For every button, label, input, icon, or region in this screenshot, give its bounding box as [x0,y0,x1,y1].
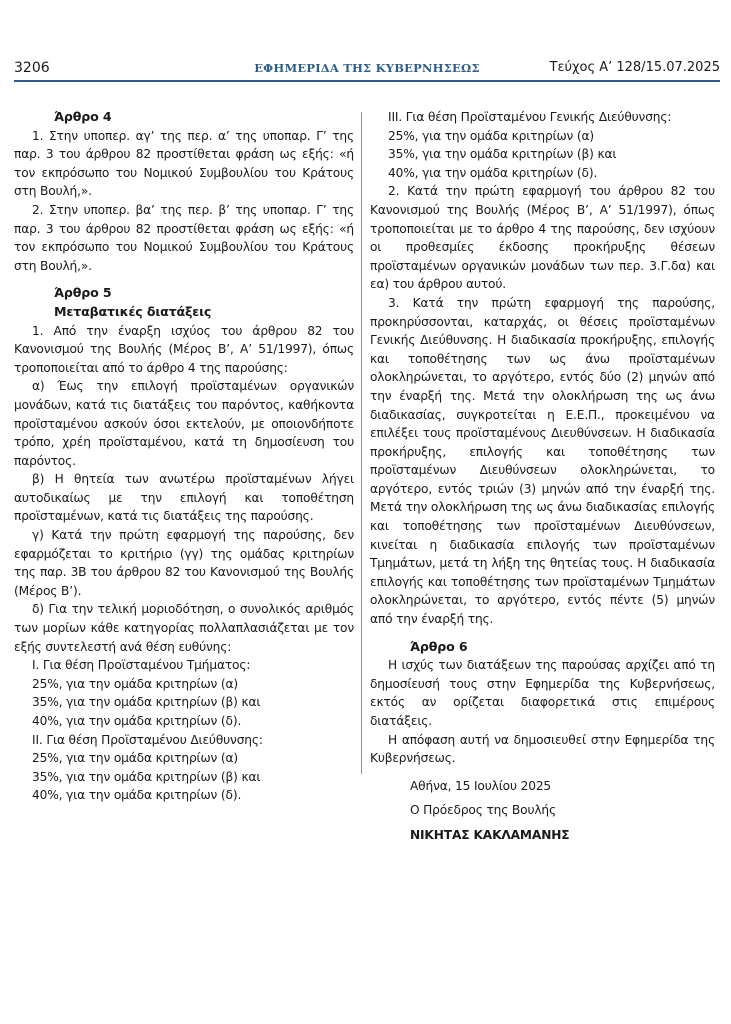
article-5-item-c: γ) Κατά την πρώτη εφαρμογή της παρούσης, δεν εφαρμόζεται το κριτήριο (γγ) της ομάδας κριτηρίων της παρ. 3Β του άρθρου 82 του Κανονισμού της Βουλής (Μέρος Β’). [14,528,354,598]
position-3-line: 25%, για την ομάδα κριτηρίων (α) [388,128,595,143]
article-5-item-a: α) Έως την επιλογή προϊσταμένων οργανικών μονάδων, κατά τις διατάξεις του παρόντος, καθήκοντα προϊσταμένου ασκούν όσοι εκτελούν, με οποιονδήποτε τρόπο, χρέη προϊσταμένου, κατά τη δημοσίευση του παρόντος. [14,379,354,468]
article-6-paragraph-1: Η ισχύς των διατάξεων της παρούσας αρχίζει από τη δημοσίευσή τους στην Εφημερίδα της Κυβερνήσεως, εκτός αν ορίζεται διαφορετικά στις επιμέρους διατάξεις. [370,658,715,728]
position-3-line: 35%, για την ομάδα κριτηρίων (β) και [388,147,617,162]
position-2-line: 25%, για την ομάδα κριτηρίων (α) [32,751,239,766]
article-4-title: Άρθρο 4 [54,109,112,124]
article-5-subtitle: Μεταβατικές διατάξεις [54,303,212,319]
position-3-label: ΙΙΙ. Για θέση Προϊσταμένου Γενικής Διεύθυνσης: [388,110,672,124]
signature-name: ΝΙΚΗΤΑΣ ΚΑΚΛΑΜΑΝΗΣ [410,827,570,842]
position-1-line: 40%, για την ομάδα κριτηρίων (δ). [32,714,242,728]
position-2-line: 35%, για την ομάδα κριτηρίων (β) και [32,769,261,784]
article-5-item-b: β) Η θητεία των ανωτέρω προϊσταμένων λήγει αυτοδικαίως με την επιλογή και τοποθέτηση προϊσταμένων, κατά τις διατάξεις της παρούσης. [14,472,354,524]
page-header [14,58,720,82]
signature-role: Ο Πρόεδρος της Βουλής [410,803,556,818]
position-1-line: 25%, για την ομάδα κριτηρίων (α) [32,676,239,691]
article-6-paragraph-2: Η απόφαση αυτή να δημοσιευθεί στην Εφημερίδα της Κυβερνήσεως. [370,732,715,766]
article-6-title: Άρθρο 6 [410,638,468,654]
article-4-paragraph-1: 1. Στην υποπερ. αγ’ της περ. α’ της υποπαρ. Γ’ της παρ. 3 του άρθρου 82 προστίθεται φράση ως εξής: «ή τον εκπρόσωπο του Νομικού Συμβουλίου του Κράτους στη Βουλή,». [14,128,354,199]
article-4-paragraph-2: 2. Στην υποπερ. βα’ της περ. β’ της υποπαρ. Γ’ της παρ. 3 του άρθρου 82 προστίθεται φράση ως εξής: «ή τον εκπρόσωπο του Νομικού Συμβουλίου του Κράτους στη Βουλή,». [14,202,354,273]
signature-place-date: Αθήνα, 15 Ιουλίου 2025 [410,778,552,793]
column-divider [361,112,362,774]
position-3-line: 40%, για την ομάδα κριτηρίων (δ). [388,165,598,180]
issue-reference: Τεύχος Α’ 128/15.07.2025 [549,60,720,75]
page-number: 3206 [14,60,50,76]
article-5-item-d: δ) Για την τελική μοριοδότηση, ο συνολικός αριθμός των μορίων κάθε κατηγορίας πολλαπλασιάζεται με τον εξής συντελεστή ανά θέση ευθύνης: [14,602,354,654]
position-2-label: ΙΙ. Για θέση Προϊσταμένου Διεύθυνσης: [32,732,263,747]
article-5-title: Άρθρο 5 [54,285,112,301]
position-2-line: 40%, για την ομάδα κριτηρίων (δ). [32,788,242,803]
right-column [370,108,715,845]
position-1-line: 35%, για την ομάδα κριτηρίων (β) και [32,695,261,710]
article-5-paragraph-3: 3. Κατά την πρώτη εφαρμογή της παρούσης, προκηρύσσονται, καταρχάς, οι θέσεις προϊσταμένων Γενικής Διεύθυνσης. Η διαδικασία προκήρυξης, επιλογής και τοποθέτησης των ως άνω προϊσταμένων ολοκληρώνεται, το αργότερο, εντός δύο (2) μηνών από την έναρξή της. Μετά την ολοκλήρωση της ως άνω διαδικασίας, συγκροτείται η Ε.Ε.Π., προκειμένου να επιλέξει τους προϊσταμένους Διευθύνσεων. Η διαδικασία προκήρυξης, επιλογής και τοποθέτησης των προϊσταμένων Διευθύνσεων ολοκληρώνεται, το αργότερο, εντός τριών (3) μηνών από την έναρξή της. Μετά την ολοκλήρωση της ως άνω διαδικασίας επιλογής και τοποθέτησης των προϊσταμένων Διευθύνσεων, κινείται η διαδικασία επιλογής των προϊσταμένων Τμημάτων, μετά τη λήξη της θητείας τους. Η διαδικασία επιλογής και τοποθέτησης των προϊσταμένων Τμημάτων ολοκληρώνεται, το αργότερο, εντός πέντε (5) μηνών από την έναρξή της. [370,295,715,627]
article-5-paragraph-1: 1. Από την έναρξη ισχύος του άρθρου 82 του Κανονισμού της Βουλής (Μέρος Β’, Α’ 51/1997), όπως τροποποιείται από το άρθρο 4 της παρούσης: [14,323,354,375]
gazette-title: ΕΦΗΜΕΡΙΔΑ ΤΗΣ ΚΥΒΕΡΝΗΣΕΩΣ [254,61,480,75]
left-column [14,108,354,805]
position-1-label: Ι. Για θέση Προϊσταμένου Τμήματος: [32,658,251,673]
article-5-paragraph-2: 2. Κατά την πρώτη εφαρμογή του άρθρου 82 του Κανονισμού της Βουλής (Μέρος Β’, Α’ 51/1997), όπως τροποποιείται με το άρθρο 4 της παρούσης, δεν ισχύουν οι προθεσμίες έκδοσης προκήρυξης θέσεων προϊσταμένων οργανικών μονάδων των περ. 3.Γ.δα) και εα) του άρθρου αυτού. [370,184,715,292]
